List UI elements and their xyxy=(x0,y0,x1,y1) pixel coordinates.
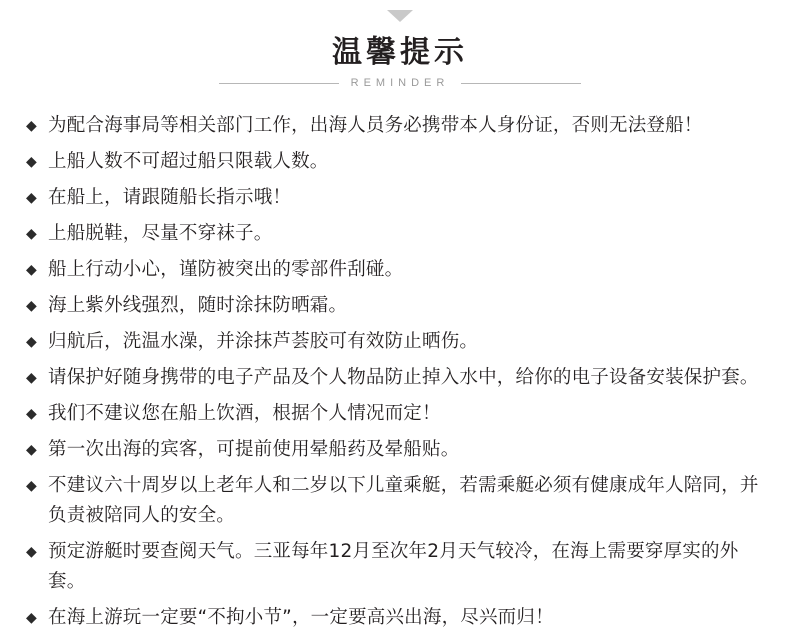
list-item xyxy=(26,111,774,141)
divider-left xyxy=(219,83,339,84)
diamond-bullet-icon: ◆ xyxy=(26,262,37,278)
diamond-bullet-icon: ◆ xyxy=(26,190,37,206)
diamond-bullet-icon: ◆ xyxy=(26,226,37,242)
list-item-text: 上船脱鞋，尽量不穿袜子。 xyxy=(48,223,273,244)
diamond-bullet-icon: ◆ xyxy=(26,406,37,422)
list-item xyxy=(26,603,774,633)
diamond-bullet-icon: ◆ xyxy=(26,610,37,626)
list-item xyxy=(26,537,774,597)
reminder-page xyxy=(0,10,800,628)
list-item xyxy=(26,399,774,429)
list-item-text: 第一次出海的宾客，可提前使用晕船药及晕船贴。 xyxy=(48,439,460,460)
list-item-text: 预定游艇时要查阅天气。三亚每年12月至次年2月天气较冷，在海上需要穿厚实的外套。 xyxy=(48,541,739,592)
list-item xyxy=(26,291,774,321)
list-item-text: 我们不建议您在船上饮酒，根据个人情况而定！ xyxy=(48,403,441,424)
list-item-text: 上船人数不可超过船只限载人数。 xyxy=(48,151,329,172)
diamond-bullet-icon: ◆ xyxy=(26,442,37,458)
page-title: 温馨提示 xyxy=(332,35,468,70)
diamond-bullet-icon: ◆ xyxy=(26,154,37,170)
list-item-text: 归航后，洗温水澡，并涂抹芦荟胶可有效防止晒伤。 xyxy=(48,331,479,352)
list-item-text: 在船上，请跟随船长指示哦！ xyxy=(48,187,292,208)
header-block xyxy=(0,36,800,89)
list-item-text: 不建议六十周岁以上老年人和二岁以下儿童乘艇，若需乘艇必须有健康成年人陪同，并负责被陪同人的安全。 xyxy=(48,475,759,526)
diamond-bullet-icon: ◆ xyxy=(26,544,37,560)
list-item-text: 在海上游玩一定要“不拘小节”，一定要高兴出海，尽兴而归！ xyxy=(48,607,554,628)
subtitle-row xyxy=(0,77,800,89)
diamond-bullet-icon: ◆ xyxy=(26,118,37,134)
list-item xyxy=(26,147,774,177)
reminder-list xyxy=(0,111,800,633)
list-item xyxy=(26,183,774,213)
list-item xyxy=(26,327,774,357)
list-item-text: 海上紫外线强烈，随时涂抹防晒霜。 xyxy=(48,295,348,316)
triangle-down-icon xyxy=(387,10,413,22)
list-item xyxy=(26,471,774,531)
list-item-text: 为配合海事局等相关部门工作，出海人员务必携带本人身份证，否则无法登船！ xyxy=(48,115,703,136)
list-item-text: 请保护好随身携带的电子产品及个人物品防止掉入水中，给你的电子设备安装保护套。 xyxy=(48,367,759,388)
diamond-bullet-icon: ◆ xyxy=(26,334,37,350)
list-item xyxy=(26,255,774,285)
list-item xyxy=(26,363,774,393)
diamond-bullet-icon: ◆ xyxy=(26,478,37,494)
list-item-text: 船上行动小心，谨防被突出的零部件刮碰。 xyxy=(48,259,404,280)
page-subtitle: REMINDER xyxy=(350,77,450,89)
list-item xyxy=(26,219,774,249)
list-item xyxy=(26,435,774,465)
divider-right xyxy=(461,83,581,84)
diamond-bullet-icon: ◆ xyxy=(26,298,37,314)
diamond-bullet-icon: ◆ xyxy=(26,370,37,386)
